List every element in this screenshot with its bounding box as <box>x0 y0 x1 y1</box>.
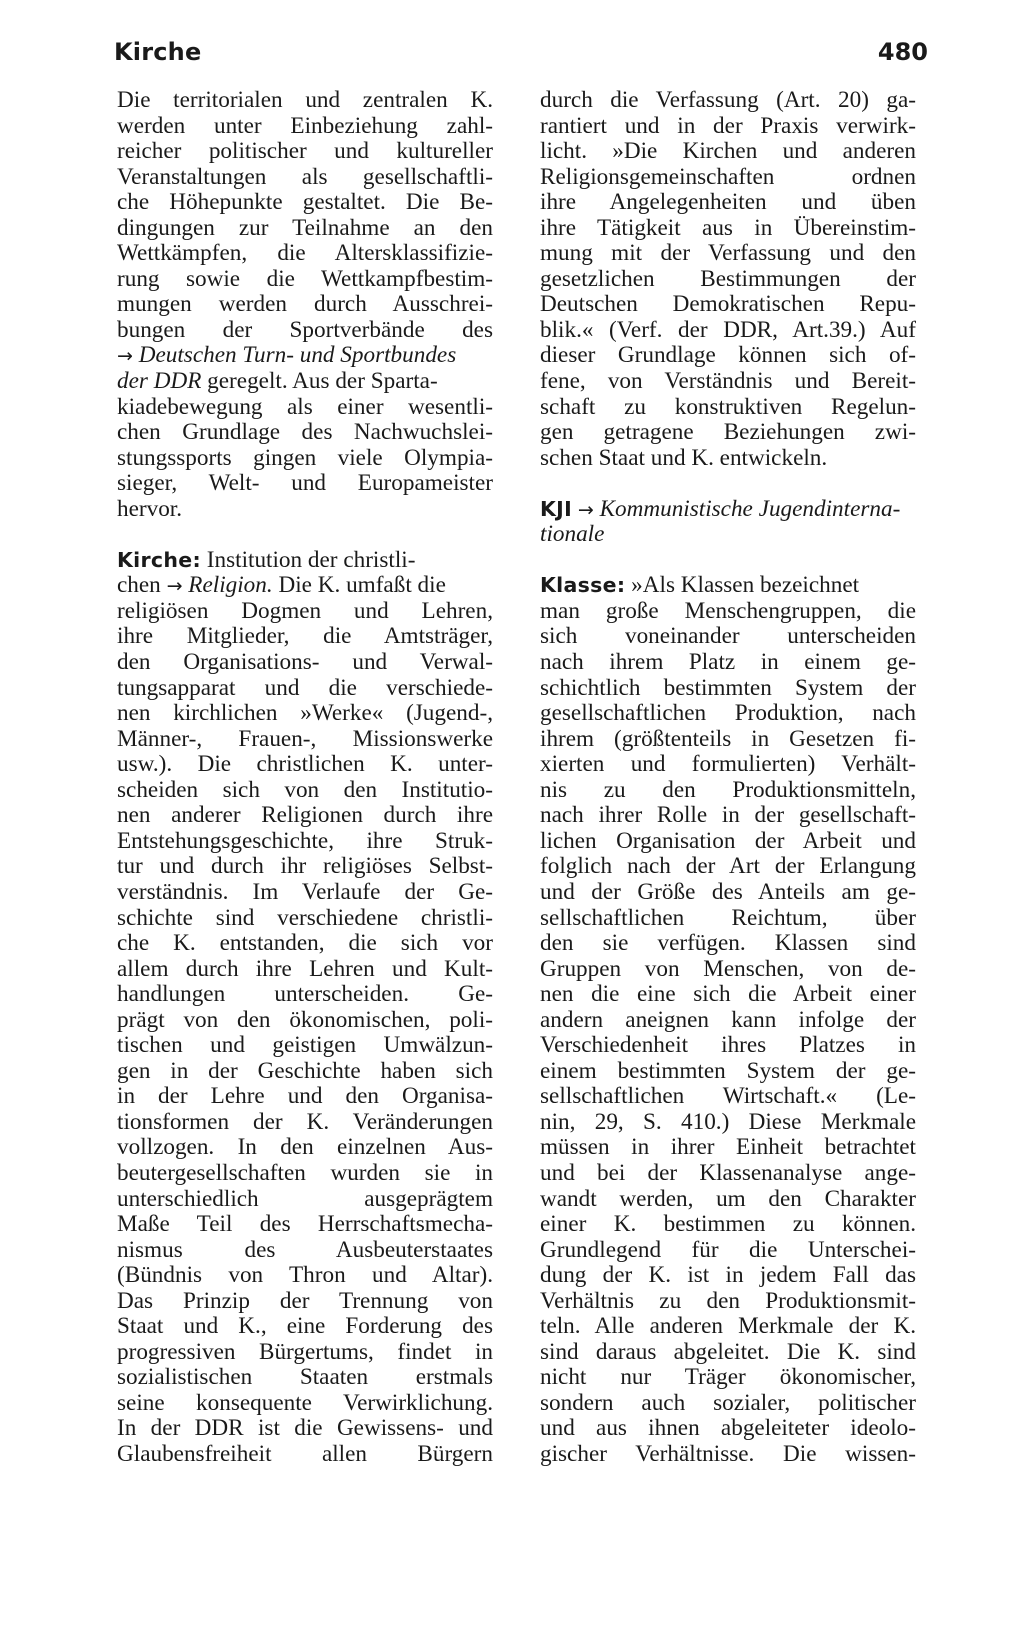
cross-reference-arrow: → <box>117 345 133 368</box>
cross-reference-arrow: → <box>166 575 183 598</box>
cross-reference-link[interactable]: der DDR <box>117 368 202 395</box>
text-line: kiadebewegung als einer wesentli- <box>117 394 493 420</box>
text-line: sellschaftlichen Wirtschaft.« (Le- <box>540 1084 916 1110</box>
text-line: ihre Angelegenheiten und üben <box>540 190 916 216</box>
text-line: schaft zu konstruktiven Regelun- <box>540 394 916 420</box>
text-line: progressiven Bürgertums, findet in <box>117 1339 493 1365</box>
page-header <box>114 34 928 74</box>
entry-spacer <box>540 548 916 574</box>
cross-reference-link[interactable]: tionale <box>540 521 605 548</box>
left-column <box>117 88 493 1468</box>
text-line: nin, 29, S. 410.) Diese Merkmale <box>540 1109 916 1135</box>
sport-entry-continuation <box>117 88 493 522</box>
text-line: chen Grundlage des Nachwuchslei- <box>117 420 493 446</box>
text-line: stungssports gingen viele Olympia- <box>117 445 493 471</box>
kirche-entry-continuation <box>540 88 916 471</box>
cross-reference-line <box>540 522 916 548</box>
text-line: und aus ihnen abgeleiteter ideolo- <box>540 1416 916 1442</box>
text-line: man große Menschengruppen, die <box>540 598 916 624</box>
text-line: fene, von Verständnis und Bereit- <box>540 369 916 395</box>
text-line: Verschiedenheit ihres Platzes in <box>540 1033 916 1059</box>
text-fragment: »Als Klassen bezeichnet <box>625 572 860 599</box>
text-line: nen die eine sich die Arbeit einer <box>540 982 916 1008</box>
entry-klasse <box>540 573 916 1467</box>
text-line: Deutschen Demokratischen Repu- <box>540 292 916 318</box>
text-line: usw.). Die christlichen K. unter- <box>117 752 493 778</box>
text-line: nen kirchlichen »Werke« (Jugend-, <box>117 701 493 727</box>
text-line: beutergesellschaften wurden sie in <box>117 1160 493 1186</box>
text-line: ihrem (größtenteils in Gesetzen fi- <box>540 726 916 752</box>
text-line: che K. entstanden, die sich vor <box>117 931 493 957</box>
text-line: sozialistischen Staaten erstmals <box>117 1365 493 1391</box>
text-line: handlungen unterscheiden. Ge- <box>117 982 493 1008</box>
text-line: schichtlich bestimmten System der <box>540 675 916 701</box>
entry-spacer <box>540 471 916 497</box>
text-line: gen getragene Beziehungen zwi- <box>540 420 916 446</box>
text-line: Grundlegend für die Unterschei- <box>540 1237 916 1263</box>
text-line: gen in der Geschichte haben sich <box>117 1058 493 1084</box>
text-fragment: Die K. umfaßt die <box>272 572 446 599</box>
entry-headword: Kirche: <box>117 547 201 572</box>
text-line: mungen werden durch Ausschrei- <box>117 292 493 318</box>
text-line: Gruppen von Menschen, von de- <box>540 956 916 982</box>
text-line: sich voneinander unterscheiden <box>540 624 916 650</box>
text-line: prägt von den ökonomischen, poli- <box>117 1007 493 1033</box>
text-line: religiösen Dogmen und Lehren, <box>117 598 493 624</box>
text-line: tionsformen der K. Veränderungen <box>117 1109 493 1135</box>
text-line: reicher politischer und kultureller <box>117 139 493 165</box>
entry-first-line <box>540 573 916 599</box>
text-line: dieser Grundlage können sich of- <box>540 343 916 369</box>
text-line: Veranstaltungen als gesellschaftli- <box>117 164 493 190</box>
text-line: durch die Verfassung (Art. 20) ga- <box>540 88 916 113</box>
cross-reference-line <box>117 573 493 599</box>
text-line: gischer Verhältnisse. Die wissen- <box>540 1441 916 1467</box>
text-line: xierten und formulierten) Verhält- <box>540 752 916 778</box>
text-line: ihre Mitglieder, die Amtsträger, <box>117 624 493 650</box>
cross-reference-line <box>117 369 493 395</box>
text-line: (Bündnis von Thron und Altar). <box>117 1263 493 1289</box>
text-line: andern aneignen kann infolge der <box>540 1007 916 1033</box>
text-line: müssen in ihrer Einheit betrachtet <box>540 1135 916 1161</box>
cross-reference-link[interactable]: Kommunistische Jugendinterna- <box>599 495 901 522</box>
text-line: Staat und K., eine Forderung des <box>117 1314 493 1340</box>
text-line: scheiden sich von den Institutio- <box>117 777 493 803</box>
running-head: Kirche <box>114 38 202 66</box>
text-line: tungsapparat und die verschiede- <box>117 675 493 701</box>
text-line: nis zu den Produktionsmitteln, <box>540 777 916 803</box>
text-line: schen Staat und K. entwickeln. <box>540 444 828 471</box>
cross-reference-link[interactable]: Deutschen Turn- und Sportbundes <box>138 342 457 369</box>
text-line: Religionsgemeinschaften ordnen <box>540 164 916 190</box>
text-line: rung sowie die Wettkampfbestim- <box>117 266 493 292</box>
text-line: und bei der Klassenanalyse ange- <box>540 1160 916 1186</box>
text-fragment: geregelt. Aus der Sparta- <box>201 368 438 395</box>
text-line: den sie verfügen. Klassen sind <box>540 931 916 957</box>
entry-first-line <box>540 497 916 523</box>
text-fragment: Institution der christli- <box>200 546 416 573</box>
text-line: blik.« (Verf. der DDR, Art.39.) Auf <box>540 317 916 343</box>
text-line: Die territorialen und zentralen K. <box>117 88 493 113</box>
text-line: sondern auch sozialer, politischer <box>540 1390 916 1416</box>
text-line: dingungen zur Teilnahme an den <box>117 215 493 241</box>
entry-first-line <box>117 548 493 574</box>
text-line: gesetzlichen Bestimmungen der <box>540 266 916 292</box>
text-line: allem durch ihre Lehren und Kult- <box>117 956 493 982</box>
text-line: dung der K. ist in jedem Fall das <box>540 1263 916 1289</box>
entry-spacer <box>117 522 493 548</box>
cross-reference-arrow: → <box>577 498 594 521</box>
text-line: che Höhepunkte gestaltet. Die Be- <box>117 190 493 216</box>
text-line: Das Prinzip der Trennung von <box>117 1288 493 1314</box>
text-line: Verhältnis zu den Produktionsmit- <box>540 1288 916 1314</box>
text-line: lichen Organisation der Arbeit und <box>540 828 916 854</box>
cross-reference-line <box>117 343 493 369</box>
text-line: einer K. bestimmen zu können. <box>540 1212 916 1238</box>
text-line: nicht nur Träger ökonomischer, <box>540 1365 916 1391</box>
text-line: vollzogen. In den einzelnen Aus- <box>117 1135 493 1161</box>
text-line: folglich nach der Art der Erlangung <box>540 854 916 880</box>
entry-headword: KJI <box>540 496 573 521</box>
text-line: seine konsequente Verwirklichung. <box>117 1390 493 1416</box>
text-line: nen anderer Religionen durch ihre <box>117 803 493 829</box>
text-line: tur und durch ihr religiöses Selbst- <box>117 854 493 880</box>
text-line: Maße Teil des Herrschaftsmecha- <box>117 1212 493 1238</box>
text-line: teln. Alle anderen Merkmale der K. <box>540 1314 916 1340</box>
text-line: in der Lehre und den Organisa- <box>117 1084 493 1110</box>
text-line: mung mit der Verfassung und den <box>540 241 916 267</box>
text-line: werden unter Einbeziehung zahl- <box>117 113 493 139</box>
text-line: ihre Tätigkeit aus in Übereinstim- <box>540 215 916 241</box>
text-line: sind daraus abgeleitet. Die K. sind <box>540 1339 916 1365</box>
text-line: verständnis. Im Verlaufe der Ge- <box>117 879 493 905</box>
text-line: Männer-, Frauen-, Missionswerke <box>117 726 493 752</box>
text-line: tischen und geistigen Umwälzun- <box>117 1033 493 1059</box>
entry-kji <box>540 497 916 548</box>
text-line: den Organisations- und Verwal- <box>117 650 493 676</box>
text-line: hervor. <box>117 495 183 522</box>
entry-headword: Klasse: <box>540 573 626 598</box>
entry-kirche <box>117 548 493 1468</box>
text-line: sellschaftlichen Reichtum, über <box>540 905 916 931</box>
text-line: nach ihrer Rolle in der gesellschaft- <box>540 803 916 829</box>
right-column <box>540 88 916 1468</box>
text-line: In der DDR ist die Gewissens- und <box>117 1416 493 1442</box>
text-line: sieger, Welt- und Europameister <box>117 471 493 497</box>
text-line: unterschiedlich ausgeprägtem <box>117 1186 493 1212</box>
text-line: wandt werden, um den Charakter <box>540 1186 916 1212</box>
text-line: nach ihrem Platz in einem ge- <box>540 650 916 676</box>
text-line: bungen der Sportverbände des <box>117 317 493 343</box>
text-line: schichte sind verschiedene christli- <box>117 905 493 931</box>
cross-reference-link[interactable]: Religion. <box>188 572 273 599</box>
text-line: licht. »Die Kirchen und anderen <box>540 139 916 165</box>
text-line: Wettkämpfen, die Altersklassifizie- <box>117 241 493 267</box>
text-line: Glaubensfreiheit allen Bürgern <box>117 1441 493 1467</box>
text-line: einem bestimmten System der ge- <box>540 1058 916 1084</box>
text-line: gesellschaftlichen Produktion, nach <box>540 701 916 727</box>
text-fragment: chen <box>117 572 167 599</box>
text-line: nismus des Ausbeuterstaates <box>117 1237 493 1263</box>
text-line: Entstehungsgeschichte, ihre Struk- <box>117 828 493 854</box>
text-line: und der Größe des Anteils am ge- <box>540 879 916 905</box>
text-line: rantiert und in der Praxis verwirk- <box>540 113 916 139</box>
page-number: 480 <box>877 38 928 66</box>
